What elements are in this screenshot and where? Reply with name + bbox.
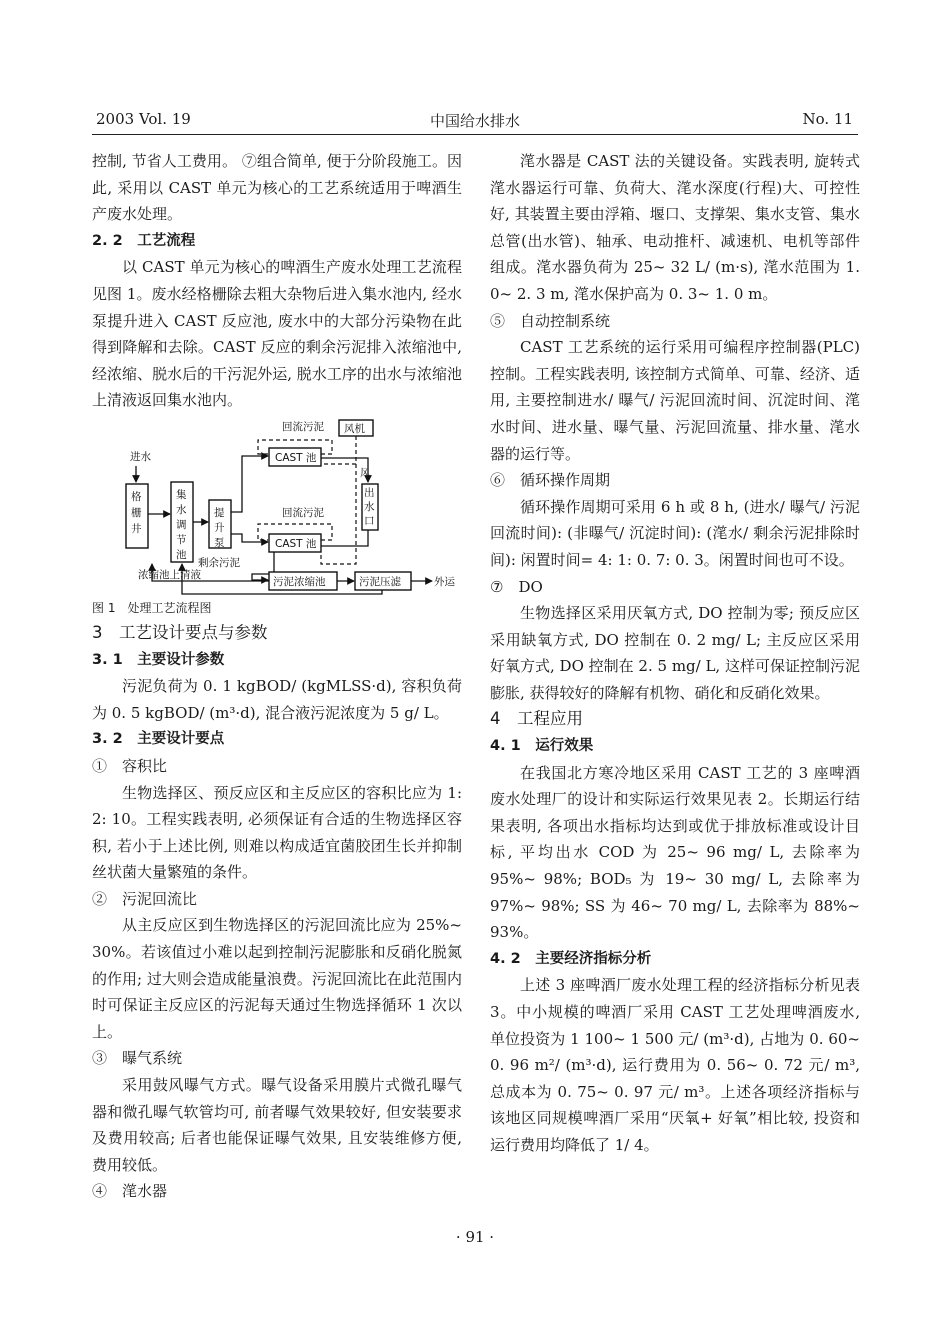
item-heading: ⑥ 循环操作周期	[490, 471, 611, 490]
right-column	[490, 148, 860, 1159]
tank-char-3: 调	[176, 518, 187, 531]
section-heading: 4. 2 主要经济指标分析	[490, 950, 652, 967]
paragraph: 采用鼓风曝气方式。曝气设备采用膜片式微孔曝气器和微孔曝气软管均可, 前者曝气效果较好, 但安装要求及费用较高; 后者也能保证曝气效果, 且安装维修方便, 费用较低。	[92, 1076, 462, 1174]
header-rule	[92, 134, 858, 135]
section-heading: 4. 1 运行效果	[490, 738, 594, 755]
paragraph: 从主反应区到生物选择区的污泥回流比应为 25%~ 30%。若该值过小难以起到控制污泥膨胀和反硝化脱氮的作用; 过大则会造成能量浪费。污泥回流比在此范围内时可保证主反应区的污泥每天通过生物选择循环 1 次以上。	[92, 916, 462, 1041]
journal-year-volume: 2003 Vol. 19	[96, 110, 191, 128]
supernatant-label: 浓缩池上清液	[138, 568, 201, 581]
item-heading: ④ 滗水器	[92, 1182, 168, 1201]
item-heading: ③ 曝气系统	[92, 1049, 183, 1068]
haul-out-label: 外运	[434, 575, 455, 588]
thickener-label: 污泥浓缩池	[273, 575, 326, 588]
paragraph: 滗水器是 CAST 法的关键设备。实践表明, 旋转式滗水器运行可靠、负荷大、滗水深度(行程)大、可控性好, 其装置主要由浮箱、堰口、支撑架、集水支管、集水总管(出水管)、轴承、电动推杆、减速机、电机等部件组成。滗水器负荷为 25~ 32 L/ (m·s), 滗水范围为 1. 0~ 2. 3 m, 滗水保护高为 0. 3~ 1. 0 m。	[490, 152, 860, 303]
section-heading: 4 工程应用	[490, 709, 583, 729]
tank-char-5: 池	[176, 548, 187, 561]
process-flow-diagram	[92, 416, 462, 596]
item-heading: ① 容积比	[92, 756, 168, 775]
paragraph: 生物选择区、预反应区和主反应区的容积比应为 1: 2: 10。工程实践表明, 必须保证有合适的生物选择区容积, 若小于上述比例, 则难以构成适宜菌胶团生长并抑制丝状菌大量繁殖的条件。	[92, 783, 462, 882]
blower-label: 风机	[344, 422, 365, 435]
filter-press-label: 污泥压滤	[359, 575, 401, 588]
paragraph: 污泥负荷为 0. 1 kgBOD/ (kgMLSS·d), 容积负荷为 0. 5 kgBOD/ (m³·d), 混合液污泥浓度为 5 g/ L。	[92, 677, 462, 722]
item-heading: ⑦ DO	[490, 577, 543, 596]
return-sludge-label-1: 回流污泥	[282, 420, 324, 433]
tank-char-1: 集	[176, 488, 187, 501]
outlet-char-2: 水	[364, 500, 375, 513]
figure-caption: 图 1 处理工艺流程图	[92, 600, 212, 615]
paragraph: 以 CAST 单元为核心的啤酒生产废水处理工艺流程见图 1。废水经格栅除去粗大杂物后进入集水池内, 经水泵提升进入 CAST 反应池, 废水中的大部分污染物在此得到降解和去除。CAST 反应的剩余污泥排入浓缩池中, 经浓缩、脱水后的干污泥外运, 脱水工序的出水与浓缩池上清液返回集水池内。	[92, 258, 462, 410]
item-heading: ② 污泥回流比	[92, 889, 198, 908]
grille-char-1: 格	[131, 490, 142, 503]
paragraph: 上述 3 座啤酒厂废水处理工程的经济指标分析见表 3。中小规模的啤酒厂采用 CAST 工艺处理啤酒废水, 单位投资为 1 100~ 1 500 元/ (m³·d), 占地为 0. 60~ 0. 96 m²/ (m³·d), 运行费用为 0. 56~ 0. 72 元/ m³, 总成本为 0. 75~ 0. 97 元/ m³。上述各项经济指标与该地区同规模啤酒厂采用“厌氧+ 好氧”相比较, 投资和运行费用均降低了 1/ 4。	[490, 976, 860, 1154]
process-flow-figure	[92, 416, 462, 596]
tank-char-2: 水	[176, 503, 187, 516]
pump-char-1: 提	[214, 506, 225, 519]
journal-title: 中国给水排水	[429, 112, 520, 130]
outlet-char-1: 出	[364, 486, 375, 499]
pump-char-3: 泵	[214, 536, 225, 549]
paragraph: 在我国北方寒冷地区采用 CAST 工艺的 3 座啤酒废水处理厂的设计和实际运行效果见表 2。长期运行结果表明, 各项出水指标均达到或优于排放标准或设计目标, 平均出水 COD 为 25~ 96 mg/ L, 去除率为 95%~ 98%; BOD₅ 为 19~ 30 mg/ L, 去除率为 97%~ 98%; SS 为 46~ 70 mg/ L, 去除率为 88%~ 93%。	[490, 763, 860, 942]
paragraph: 控制, 节省人工费用。 ⑦组合简单, 便于分阶段施工。因此, 采用以 CAST 单元为核心的工艺系统适用于啤酒生产废水处理。	[92, 152, 462, 224]
section-heading: 3. 2 主要设计要点	[92, 731, 225, 748]
paragraph: CAST 工艺系统的运行采用可编程序控制器(PLC)控制。工程实践表明, 该控制方式简单、可靠、经济、适用, 主要控制进水/ 曝气/ 污泥回流时间、沉淀时间、滗水时间、进水量、曝气量、污泥回流量、排水量、滗水器的运行等。	[490, 338, 860, 463]
grille-char-2: 栅	[131, 506, 142, 519]
grille-char-3: 井	[131, 522, 142, 535]
paragraph: 循环操作周期可采用 6 h 或 8 h, (进水/ 曝气/ 污泥回流时间): (非曝气/ 沉淀时间): (滗水/ 剩余污泥排除时间): 闲置时间= 4: 1: 0. 7: 0. 3。闲置时间也可不设。	[490, 497, 860, 569]
paragraph: 生物选择区采用厌氧方式, DO 控制为零; 预反应区采用缺氧方式, DO 控制在 0. 2 mg/ L; 主反应区采用好氧方式, DO 控制在 2. 5 mg/ L, 这样可保证控制污泥膨胀, 获得较好的降解有机物、硝化和反硝化效果。	[490, 604, 860, 702]
issue-number: No. 11	[802, 110, 853, 128]
section-heading: 3 工艺设计要点与参数	[92, 622, 268, 642]
outlet-char-3: 口	[364, 514, 375, 527]
section-heading: 2. 2 工艺流程	[92, 232, 196, 249]
return-sludge-label-2: 回流污泥	[282, 506, 324, 519]
cast-tank-1-label: CAST 池	[275, 451, 317, 464]
air-label: 风	[360, 466, 371, 479]
cast-tank-2-label: CAST 池	[275, 537, 317, 550]
excess-sludge-label: 剩余污泥	[198, 556, 240, 569]
page-number: · 91 ·	[455, 1228, 495, 1246]
section-heading: 3. 1 主要设计参数	[92, 651, 225, 668]
pump-char-2: 升	[214, 521, 225, 534]
tank-char-4: 节	[176, 533, 187, 546]
item-heading: ⑤ 自动控制系统	[490, 311, 611, 330]
left-column	[92, 148, 462, 1205]
inlet-label: 进水	[130, 450, 151, 463]
